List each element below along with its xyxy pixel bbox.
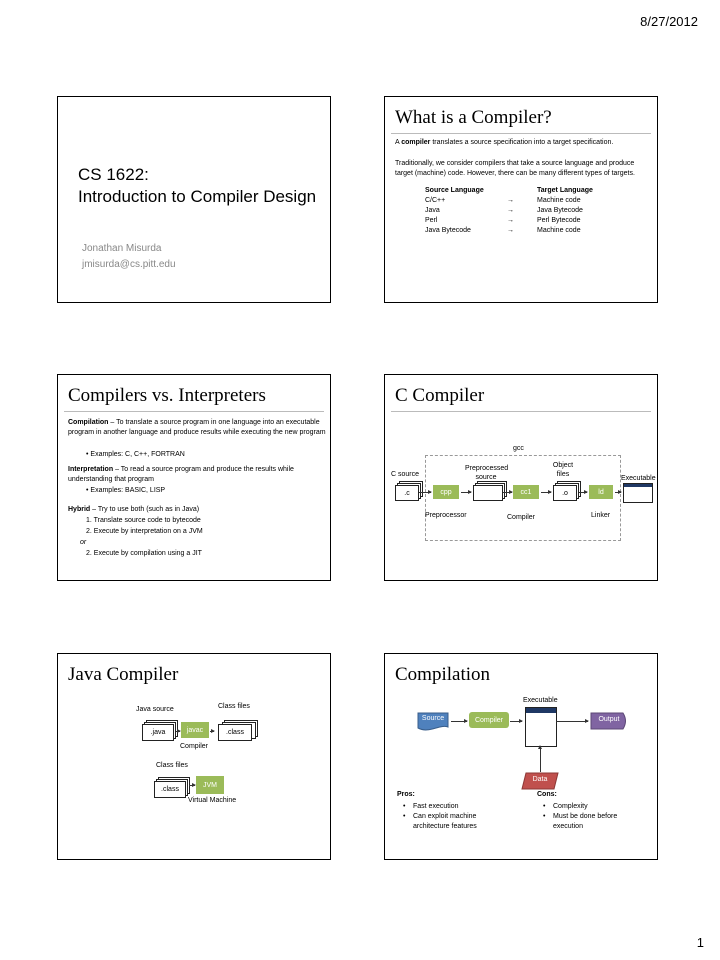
slide-title-text: Java Compiler bbox=[68, 664, 179, 685]
cons-section bbox=[537, 790, 647, 832]
pros-item: • Can exploit machine architecture features bbox=[403, 813, 477, 830]
pros-item: • Fast execution bbox=[403, 803, 459, 810]
header-date: 8/27/2012 bbox=[640, 14, 698, 29]
cc1-box: cc1 bbox=[513, 485, 539, 499]
source-language-cell: C/C++ bbox=[425, 197, 446, 204]
compilation-examples: • Examples: C, C++, FORTRAN bbox=[86, 451, 185, 458]
arrow bbox=[451, 721, 467, 722]
preprocessed-label: Preprocessed source bbox=[465, 465, 509, 481]
source-language-cell: Java Bytecode bbox=[425, 227, 471, 234]
pros-section bbox=[397, 790, 507, 832]
cons-item: • Must be done before execution bbox=[543, 813, 618, 830]
col-target-header: Target Language bbox=[537, 187, 593, 194]
data-shape bbox=[521, 772, 559, 790]
hybrid-or: or bbox=[80, 539, 87, 546]
target-language-cell: Java Bytecode bbox=[537, 207, 583, 214]
col-source-header: Source Language bbox=[425, 187, 484, 194]
cpp-box: cpp bbox=[433, 485, 459, 499]
compiler-box: Compiler bbox=[469, 712, 509, 728]
class-file-2: .class bbox=[154, 781, 186, 798]
source-shape bbox=[417, 712, 449, 732]
arrow bbox=[419, 492, 431, 493]
language-table bbox=[425, 186, 645, 236]
jvm-box: JVM bbox=[196, 776, 224, 794]
o-file: .o bbox=[553, 485, 577, 501]
arrow bbox=[510, 721, 522, 722]
arrow bbox=[615, 492, 621, 493]
target-language-cell: Machine code bbox=[537, 227, 581, 234]
language-row bbox=[425, 206, 645, 216]
language-row bbox=[425, 196, 645, 206]
gcc-label: gcc bbox=[513, 445, 524, 452]
hybrid-step-2: 2. Execute by interpretation on a JVM bbox=[86, 528, 203, 535]
c-source-label: C source bbox=[391, 471, 420, 478]
java-file: .java bbox=[142, 724, 174, 741]
compiler-definition: A compiler translates a source specification into a target specification. bbox=[395, 139, 614, 146]
java-source-label: Java source bbox=[136, 706, 174, 713]
cons-list bbox=[537, 802, 647, 832]
source-language-cell: Perl bbox=[425, 217, 438, 224]
language-row bbox=[425, 226, 645, 236]
executable-label: Executable bbox=[621, 475, 656, 482]
slide-title-text: C Compiler bbox=[395, 385, 485, 406]
slide-title-text: Compilers vs. Interpreters bbox=[68, 385, 266, 406]
arrow-cell: → bbox=[507, 207, 514, 214]
virtual-machine-label: Virtual Machine bbox=[188, 797, 237, 804]
hybrid-step-3: 2. Execute by compilation using a JIT bbox=[86, 550, 202, 557]
arrow bbox=[579, 492, 587, 493]
slide-title bbox=[57, 96, 331, 303]
compiler-paragraph: Traditionally, we consider compilers that take a source language and produce target (machine) code. However, there can be many different types of targets. bbox=[395, 160, 635, 177]
title-rule bbox=[64, 411, 324, 412]
c-file: .c bbox=[395, 485, 419, 501]
source-language-cell: Java bbox=[425, 207, 440, 214]
slide-java-compiler bbox=[57, 653, 331, 860]
interpretation-examples: • Examples: BASIC, LISP bbox=[86, 487, 166, 494]
course-code: CS 1622: bbox=[78, 165, 149, 184]
interpretation-definition: Interpretation – To read a source program and produce the results while understanding that program bbox=[68, 466, 294, 483]
output-shape bbox=[590, 712, 628, 730]
executable-window bbox=[623, 483, 653, 503]
author-name: Jonathan Misurda bbox=[82, 243, 162, 254]
arrow bbox=[503, 492, 512, 493]
object-files-label: Object files bbox=[552, 462, 574, 478]
preprocessor-label: Preprocessor bbox=[425, 512, 467, 519]
class-file: .class bbox=[218, 724, 252, 741]
title-rule bbox=[391, 133, 651, 134]
executable-label: Executable bbox=[523, 697, 558, 704]
class-files-label: Class files bbox=[218, 703, 250, 710]
pros-list bbox=[397, 802, 507, 832]
data-label: Data bbox=[532, 776, 548, 783]
arrow bbox=[461, 492, 471, 493]
output-label: Output bbox=[598, 716, 620, 723]
author-email: jmisurda@cs.pitt.edu bbox=[82, 259, 176, 270]
compiler-label: Compiler bbox=[507, 514, 536, 521]
slide-c-compiler bbox=[384, 374, 658, 581]
arrow bbox=[556, 721, 588, 722]
linker-label: Linker bbox=[591, 512, 611, 519]
javac-box: javac bbox=[181, 722, 209, 738]
title-rule bbox=[391, 411, 651, 412]
hybrid-step-1: 1. Translate source code to bytecode bbox=[86, 517, 201, 524]
class-files-label-2: Class files bbox=[156, 762, 188, 769]
slide-compilation bbox=[384, 653, 658, 860]
target-language-cell: Machine code bbox=[537, 197, 581, 204]
page-number: 1 bbox=[696, 935, 704, 950]
arrow-up bbox=[540, 746, 541, 772]
course-title: Introduction to Compiler Design bbox=[78, 187, 317, 206]
ld-box: ld bbox=[589, 485, 613, 499]
arrow bbox=[210, 731, 214, 732]
slide-compilers-vs-interpreters bbox=[57, 374, 331, 581]
arrow-cell: → bbox=[507, 227, 514, 234]
pros-title: Pros: bbox=[397, 791, 415, 798]
cons-item: • Complexity bbox=[543, 803, 588, 810]
arrow bbox=[541, 492, 551, 493]
target-language-cell: Perl Bytecode bbox=[537, 217, 581, 224]
arrow bbox=[189, 785, 195, 786]
slide-title-text: What is a Compiler? bbox=[395, 107, 552, 128]
slide-title-text: Compilation bbox=[395, 664, 490, 685]
hybrid-definition: Hybrid – Try to use both (such as in Java) bbox=[68, 506, 200, 513]
executable-window bbox=[525, 707, 557, 747]
compiler-label: Compiler bbox=[180, 743, 209, 750]
source-label: Source bbox=[421, 715, 445, 722]
language-row bbox=[425, 216, 645, 226]
arrow bbox=[176, 731, 180, 732]
arrow-cell: → bbox=[507, 197, 514, 204]
arrow-cell: → bbox=[507, 217, 514, 224]
cons-title: Cons: bbox=[537, 791, 557, 798]
compilation-definition: Compilation – To translate a source program in one language into an executable program in another language and produce results while executing the new program bbox=[68, 419, 326, 436]
slide-what-is-compiler bbox=[384, 96, 658, 303]
